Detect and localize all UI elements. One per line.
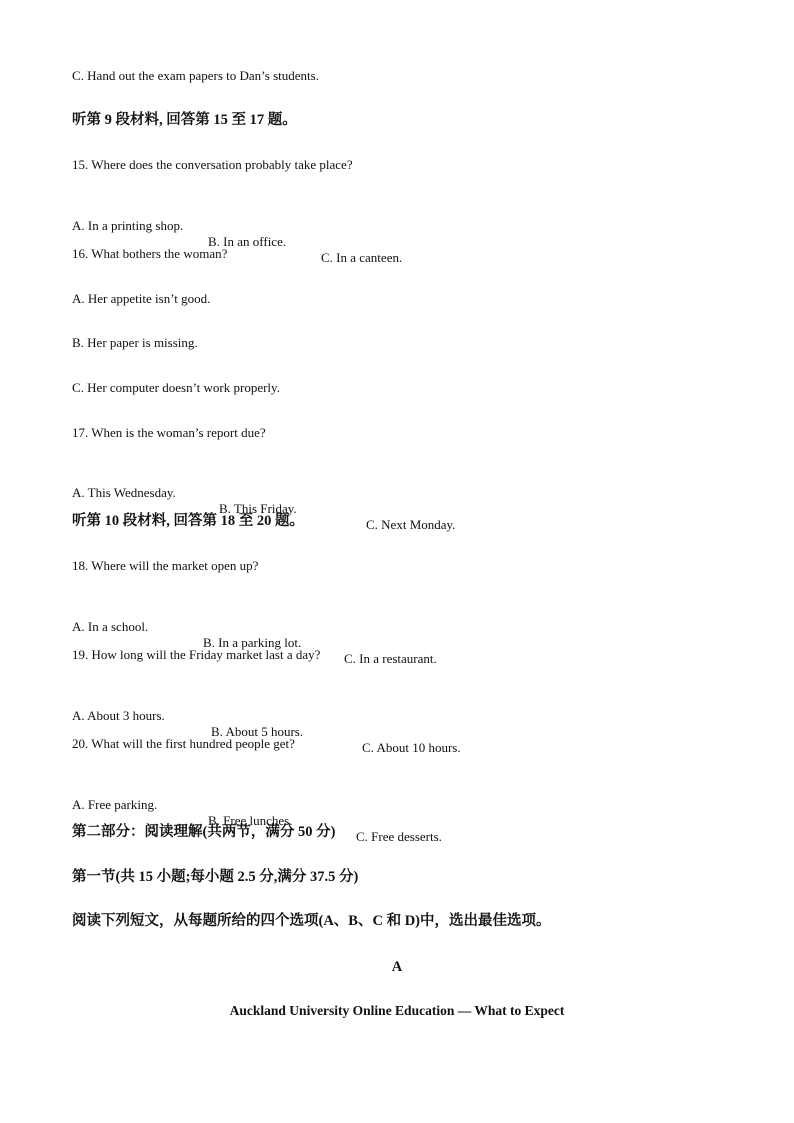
- option-16c: C. Her computer doesn’t work properly.: [72, 380, 280, 395]
- question-16: 16. What bothers the woman?: [72, 246, 228, 261]
- option-14c: C. Hand out the exam papers to Dan’s students.: [72, 68, 319, 83]
- option-19a: A. About 3 hours.: [72, 708, 165, 723]
- question-20: 20. What will the first hundred people get?: [72, 736, 295, 751]
- option-17a: A. This Wednesday.: [72, 485, 176, 500]
- option-20c: C. Free desserts.: [356, 829, 442, 844]
- option-17c: C. Next Monday.: [366, 517, 456, 532]
- option-17b: B. This Friday.: [219, 501, 297, 516]
- option-15c: C. In a canteen.: [321, 250, 403, 265]
- option-20a: A. Free parking.: [72, 797, 158, 812]
- question-19: 19. How long will the Friday market last a day?: [72, 647, 321, 662]
- part2-heading: 第二部分：阅读理解(共两节，满分 50 分): [72, 824, 336, 840]
- passage-label: A: [391, 959, 403, 975]
- option-16b: B. Her paper is missing.: [72, 335, 198, 350]
- option-15a: A. In a printing shop.: [72, 218, 184, 233]
- option-18a: A. In a school.: [72, 619, 149, 634]
- option-20b: B. Free lunches.: [208, 813, 293, 828]
- question-18: 18. Where will the market open up?: [72, 558, 259, 573]
- question-15: 15. Where does the conversation probably take place?: [72, 157, 353, 172]
- passage-title: Auckland University Online Education — What to Expect: [229, 1003, 565, 1018]
- part2-section1: 第一节(共 15 小题;每小题 2.5 分,满分 37.5 分): [72, 869, 359, 885]
- section-heading-10: 听第 10 段材料, 回答第 18 至 20 题。: [72, 513, 304, 529]
- option-16a: A. Her appetite isn’t good.: [72, 291, 211, 306]
- option-18c: C. In a restaurant.: [344, 651, 437, 666]
- option-15b: B. In an office.: [208, 234, 287, 249]
- option-19c: C. About 10 hours.: [362, 740, 461, 755]
- part2-instruction: 阅读下列短文，从每题所给的四个选项(A、B、C 和 D)中，选出最佳选项。: [72, 913, 551, 929]
- option-18b: B. In a parking lot.: [203, 635, 302, 650]
- option-19b: B. About 5 hours.: [211, 724, 304, 739]
- question-17: 17. When is the woman’s report due?: [72, 425, 266, 440]
- section-heading-9: 听第 9 段材料, 回答第 15 至 17 题。: [72, 112, 297, 128]
